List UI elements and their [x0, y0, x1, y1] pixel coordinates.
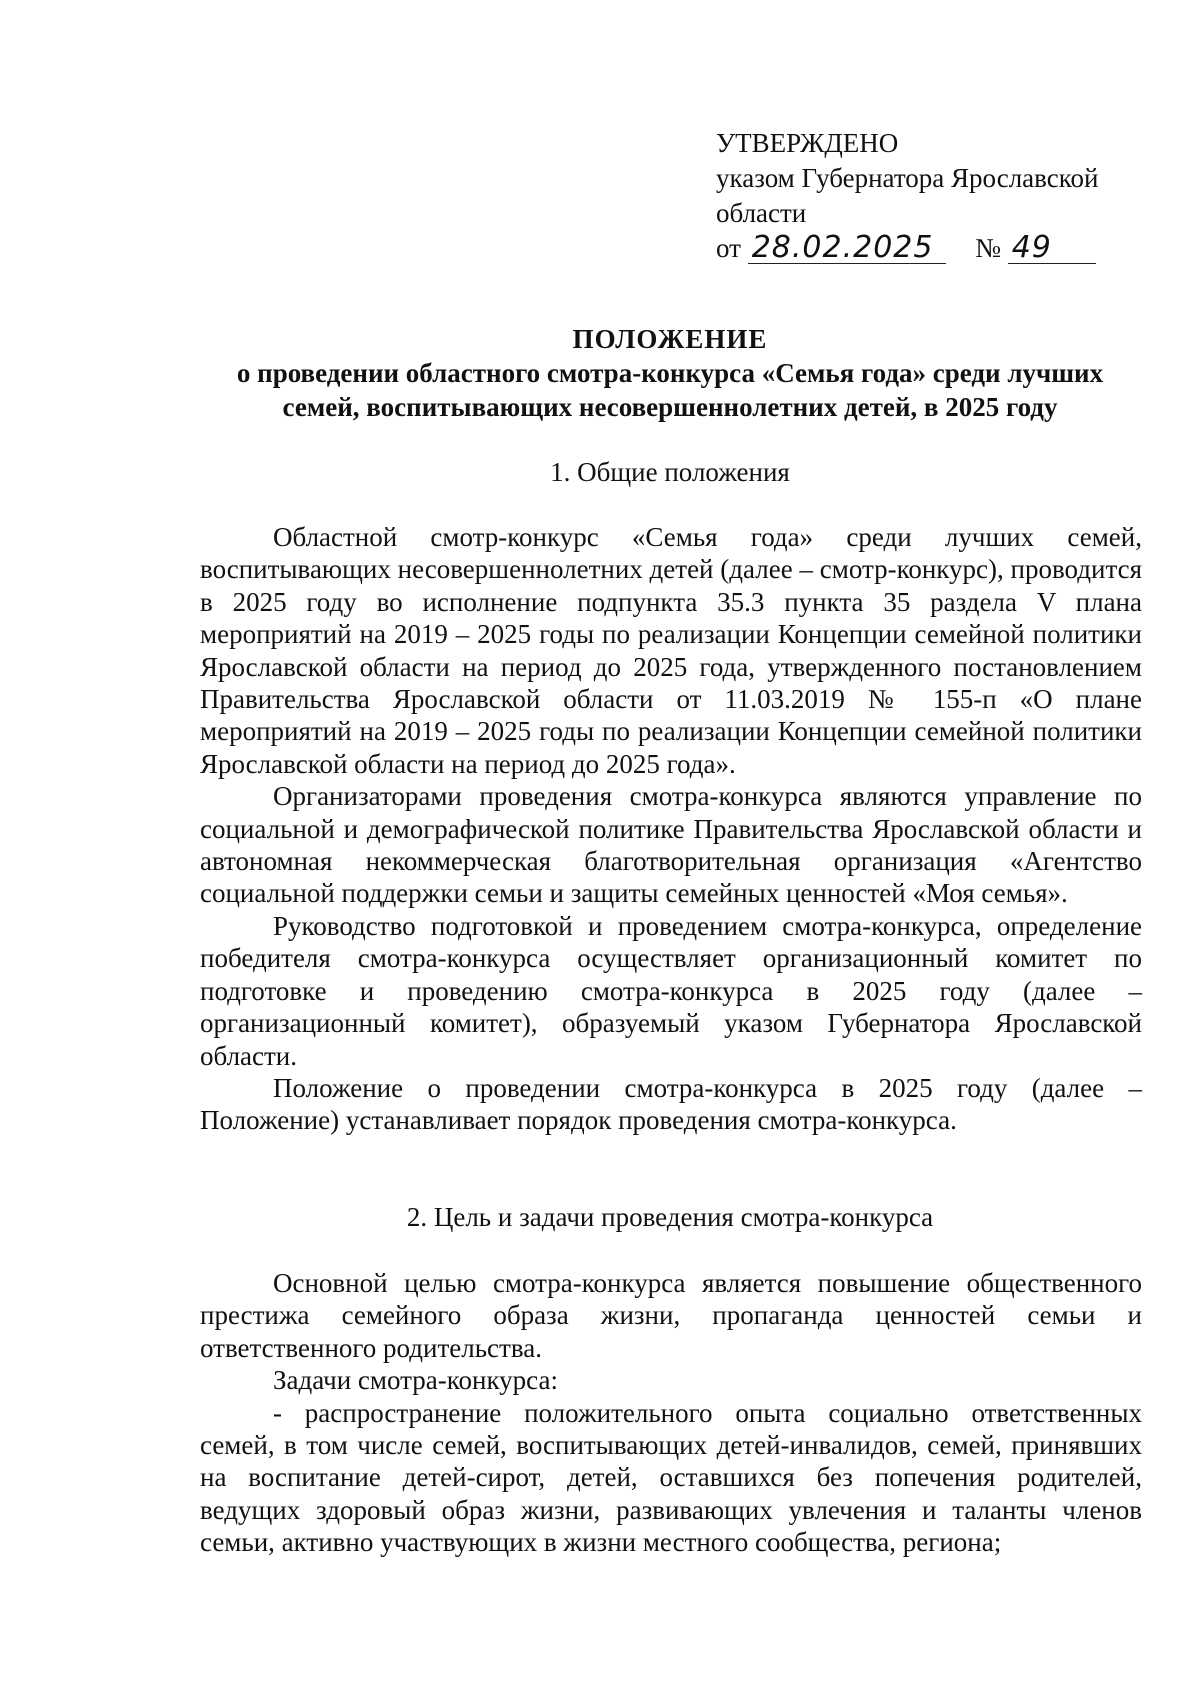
paragraph: Положение о проведении смотра-конкурса в 2025 году (далее – Положение) устанавливает порядок проведения смотра-конкурса. — [200, 1072, 1142, 1136]
decree-line-2: области — [716, 198, 807, 228]
handwritten-number: 49 — [1008, 233, 1096, 264]
section-2-body — [200, 1267, 1142, 1559]
list-item: - распространение положительного опыта социально ответственных семей, в том числе семей, воспитывающих детей-инвалидов, семей, принявших на воспитание детей-сирот, детей, оставшихся без попечения родителей, ведущих здоровый образ жизни, развивающих увлечения и таланты членов семьи, активно участвующих в жизни местного сообщества, региона; — [200, 1397, 1142, 1558]
approved-label: УТВЕРЖДЕНО — [716, 128, 899, 158]
handwritten-date: 28.02.2025 — [748, 233, 946, 264]
date-number-line — [716, 231, 1136, 266]
paragraph: Областной смотр-конкурс «Семья года» среди лучших семей, воспитывающих несовершеннолетних детей (далее – смотр-конкурс), проводится в 2025 году во исполнение подпункта 35.3 пункта 35 раздела V плана мероприятий на 2019 – 2025 годы по реализации Концепции семейной политики Ярославской области на период до 2025 года, утвержденного постановлением Правительства Ярославской области от 11.03.2019 № 155-п «О плане мероприятий на 2019 – 2025 годы по реализации Концепции семейной политики Ярославской области на период до 2025 года». — [200, 522, 1142, 779]
paragraph: Руководство подготовкой и проведением смотра-конкурса, определение победителя смотра-конкурса осуществляет организационный комитет по подготовке и проведению смотра-конкурса в 2025 году (далее – организационный комитет), образуемый указом Губернатора Ярославской области. — [200, 910, 1142, 1071]
section-1-body — [200, 521, 1142, 1137]
approval-block — [716, 126, 1136, 266]
title-heading: ПОЛОЖЕНИЕ — [572, 324, 768, 354]
section-1-heading: 1. Общие положения — [550, 457, 790, 487]
number-prefix: № — [975, 233, 1001, 263]
paragraph: Организаторами проведения смотра-конкурса являются управление по социальной и демографической политике Правительства Ярославской области и автономная некоммерческая благотворительная организация «Агентство социальной поддержки семьи и защиты семейных ценностей «Моя семья». — [200, 781, 1142, 909]
paragraph: Задачи смотра-конкурса: — [273, 1365, 558, 1396]
document-title — [200, 322, 1140, 424]
section-2-heading: 2. Цель и задачи проведения смотра-конкурса — [406, 1202, 934, 1232]
paragraph: Основной целью смотра-конкурса является повышение общественного престижа семейного образа жизни, пропаганда ценностей семьи и ответственного родительства. — [200, 1268, 1142, 1363]
decree-line-1: указом Губернатора Ярославской — [716, 163, 1099, 193]
title-subtitle: о проведении областного смотра-конкурса «Семья года» среди лучших семей, воспитывающих несовершеннолетних детей, в 2025 году — [236, 358, 1104, 422]
date-prefix: от — [716, 233, 741, 263]
